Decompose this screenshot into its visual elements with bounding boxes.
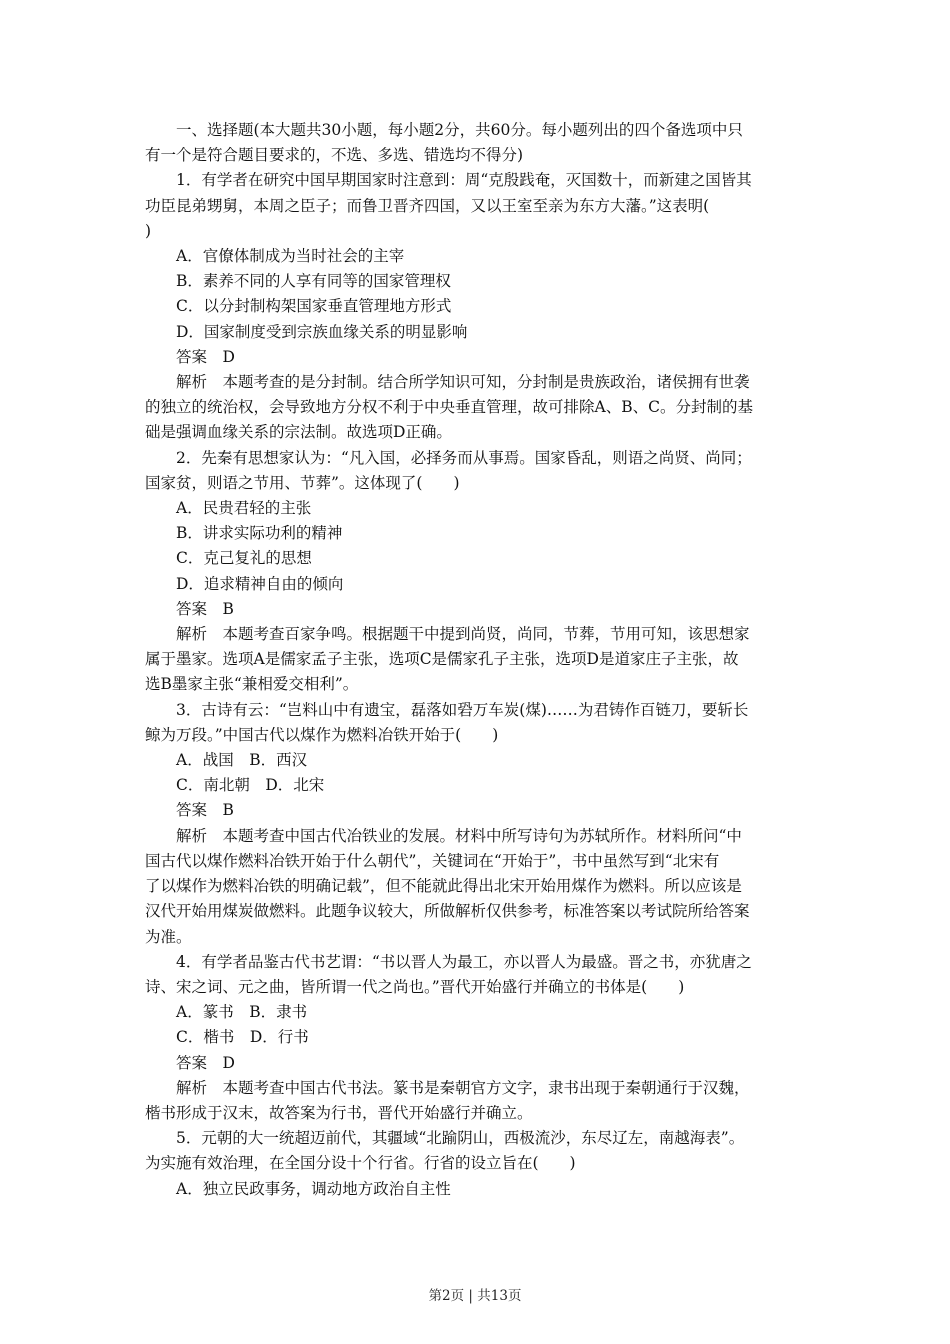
text-line: 国古代以煤作燃料冶铁开始于什么朝代”，关键词在“开始于”，书中虽然写到“北宋有 — [145, 851, 720, 870]
text-line: 解析 本题考查中国古代冶铁业的发展。材料中所写诗句为苏轼所作。材料所问“中 — [176, 826, 742, 845]
text-line: 为实施有效治理，在全国分设十个行省。行省的设立旨在( ) — [145, 1154, 576, 1173]
text-line: D．追求精神自由的倾向 — [176, 574, 344, 593]
text-line: C．楷书 D．行书 — [176, 1028, 309, 1047]
text-line: B．素养不同的人享有同等的国家管理权 — [176, 272, 451, 291]
text-line: 诗、宋之词、元之曲，皆所谓一代之尚也。”晋代开始盛行并确立的书体是( ) — [145, 977, 685, 996]
text-line: 解析 本题考查的是分封制。结合所学知识可知，分封制是贵族政治，诸侯拥有世袭 — [176, 373, 750, 392]
text-line: B．讲求实际功利的精神 — [176, 524, 343, 543]
text-line: 答案 D — [176, 347, 235, 366]
document-body — [145, 118, 810, 1202]
text-line: 一、选择题(本大题共30小题，每小题2分，共60分。每小题列出的四个备选项中只 — [176, 121, 743, 139]
text-line: 功臣昆弟甥舅，本周之臣子；而鲁卫晋齐四国，又以王室至亲为东方大藩。”这表明( — [145, 196, 710, 215]
page-footer: 第2页 | 共13页 — [428, 1288, 522, 1304]
text-line: 属于墨家。选项A是儒家孟子主张，选项C是儒家孔子主张，选项D是道家庄子主张，故 — [145, 650, 739, 669]
text-line: A．独立民政事务，调动地方政治自主性 — [176, 1179, 451, 1198]
text-line: 础是强调血缘关系的宗法制。故选项D正确。 — [145, 423, 452, 442]
text-line: 楷书形成于汉末，故答案为行书，晋代开始盛行并确立。 — [145, 1103, 533, 1122]
text-line: 有一个是符合题目要求的，不选、多选、错选均不得分) — [145, 146, 524, 165]
text-line: 为准。 — [145, 927, 192, 946]
text-line: A．民贵君轻的主张 — [176, 499, 312, 518]
text-line: 的独立的统治权，会导致地方分权不利于中央垂直管理，故可排除A、B、C。分封制的基 — [145, 398, 753, 417]
text-line: 鲸为万段。”中国古代以煤作为燃料冶铁开始于( ) — [145, 725, 499, 744]
text-line: 答案 B — [176, 599, 234, 618]
text-line: 国家贫，则语之节用、节葬”。这体现了( ) — [145, 473, 460, 492]
text-line: 2．先秦有思想家认为：“凡入国，必择务而从事焉。国家昏乱，则语之尚贤、尚同； — [176, 448, 752, 467]
text-line: 4．有学者品鉴古代书艺谓：“书以晋人为最工，亦以晋人为最盛。晋之书，亦犹唐之 — [176, 952, 752, 971]
text-line: 选B墨家主张“兼相爱交相利”。 — [145, 675, 359, 694]
text-line: ) — [145, 221, 152, 240]
text-line: 汉代开始用煤炭做燃料。此题争议较大，所做解析仅供参考，标准答案以考试院所给答案 — [145, 902, 750, 921]
text-line: D．国家制度受到宗族血缘关系的明显影响 — [176, 322, 468, 341]
text-line: A．篆书 B．隶书 — [176, 1003, 308, 1022]
text-line: C．以分封制构架国家垂直管理地方形式 — [176, 297, 452, 316]
text-line: C．南北朝 D．北宋 — [176, 776, 325, 795]
text-line: 答案 D — [176, 1053, 235, 1072]
text-line: 3．古诗有云：“岂料山中有遗宝，磊落如䂬万车炭(煤)……为君铸作百链刀，要斩长 — [176, 700, 749, 719]
text-line: 1．有学者在研究中国早期国家时注意到：周“克殷践奄，灭国数十，而新建之国皆其 — [176, 171, 752, 190]
text-line: 解析 本题考查百家争鸣。根据题干中提到尚贤，尚同，节葬，节用可知，该思想家 — [176, 625, 750, 644]
text-line: 5．元朝的大一统超迈前代，其疆域“北踰阴山，西极流沙，东尽辽左，南越海表”。 — [176, 1129, 745, 1148]
text-line: A．官僚体制成为当时社会的主宰 — [176, 247, 405, 266]
text-line: 答案 B — [176, 801, 234, 820]
text-line: 解析 本题考查中国古代书法。篆书是秦朝官方文字，隶书出现于秦朝通行于汉魏， — [176, 1078, 750, 1097]
text-line: C．克己复礼的思想 — [176, 549, 312, 568]
text-line: 了以煤作为燃料冶铁的明确记载”，但不能就此得出北宋开始用煤作为燃料。所以应该是 — [145, 877, 742, 896]
text-line: A．战国 B．西汉 — [176, 751, 308, 770]
